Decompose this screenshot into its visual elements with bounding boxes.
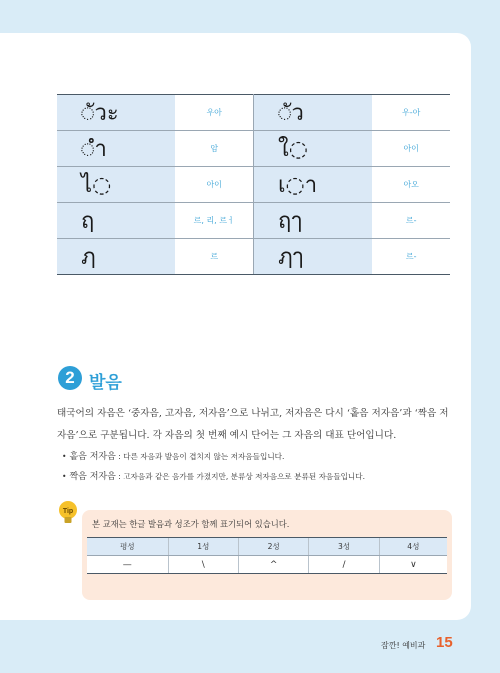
vowel-row: [57, 239, 450, 275]
body-paragraph: 태국어의 자음은 ‘중자음, 고자음, 저자음’으로 나뉘고, 저자음은 다시 ‘홑음 저자음’과 ‘짝음 저자음’으로 구분됩니다. 각 자음의 첫 번째 예시 단어는 그 자음의 대표 단어입니다.: [57, 408, 449, 441]
pronunciation-cell: 르: [175, 239, 253, 275]
consonant-bullets: [62, 447, 365, 487]
bullet-desc: : 고자음과 같은 음가를 가졌지만, 분류상 저자음으로 분류된 자음들입니다.: [115, 472, 366, 481]
vowel-row: [57, 203, 450, 239]
tone-mark-table: [87, 537, 447, 574]
tone-header: 4성: [379, 538, 447, 556]
thai-vowel-cell: ◌ำ: [57, 131, 175, 167]
tone-mark: \: [168, 556, 238, 574]
pronunciation-cell: 우-아: [372, 95, 450, 131]
thai-vowel-cell: ฤ: [57, 203, 175, 239]
pronunciation-cell: 아오: [372, 167, 450, 203]
tone-mark: ^: [238, 556, 308, 574]
pronunciation-cell: 르-: [372, 239, 450, 275]
bullet-term: 짝음 저자음: [69, 472, 116, 482]
tip-text: 본 교재는 한글 발음과 성조가 함께 표기되어 있습니다.: [92, 519, 290, 529]
page-number: 15: [436, 634, 453, 651]
thai-vowel-cell: ฦ: [57, 239, 175, 275]
thai-vowel-cell: เ◌า: [253, 167, 372, 203]
bullet-term: 홑음 저자음: [69, 452, 116, 462]
section-title: 발음: [89, 373, 122, 393]
tone-header: 2성: [238, 538, 308, 556]
pronunciation-cell: 아이: [175, 167, 253, 203]
thai-vowel-cell: ไ◌: [57, 167, 175, 203]
tone-header: 3성: [309, 538, 379, 556]
footer-chapter-label: 잠깐! 예비과: [381, 641, 426, 650]
pronunciation-cell: 르-: [372, 203, 450, 239]
bullet-dot: •: [62, 472, 67, 481]
thai-vowel-cell: ฦๅ: [253, 239, 372, 275]
pronunciation-cell: 우아: [175, 95, 253, 131]
bullet-item: [62, 447, 365, 467]
section-number-badge: 2: [58, 366, 82, 390]
tone-mark: ∨: [379, 556, 447, 574]
lightbulb-tip-icon: [58, 500, 78, 526]
vowel-row: [57, 131, 450, 167]
pronunciation-cell: 아이: [372, 131, 450, 167]
tone-mark: —: [87, 556, 168, 574]
tone-mark: /: [309, 556, 379, 574]
thai-vowel-cell: ◌ัวะ: [57, 95, 175, 131]
tone-header: 평성: [87, 538, 168, 556]
bullet-desc: : 다른 자음과 발음이 겹치지 않는 저자음들입니다.: [115, 452, 285, 461]
thai-vowel-cell: ฤๅ: [253, 203, 372, 239]
vowel-row: [57, 95, 450, 131]
pronunciation-cell: 르, 리, 르ㅓ: [175, 203, 253, 239]
thai-vowel-cell: ◌ัว: [253, 95, 372, 131]
thai-vowel-cell: ใ◌: [253, 131, 372, 167]
bullet-dot: •: [62, 452, 67, 461]
tone-header: 1성: [168, 538, 238, 556]
vowel-row: [57, 167, 450, 203]
tip-icon-label: Tip: [62, 508, 74, 515]
pronunciation-cell: 암: [175, 131, 253, 167]
tip-box: [82, 510, 452, 600]
bullet-item: [62, 467, 365, 487]
thai-vowel-table: [57, 94, 450, 275]
